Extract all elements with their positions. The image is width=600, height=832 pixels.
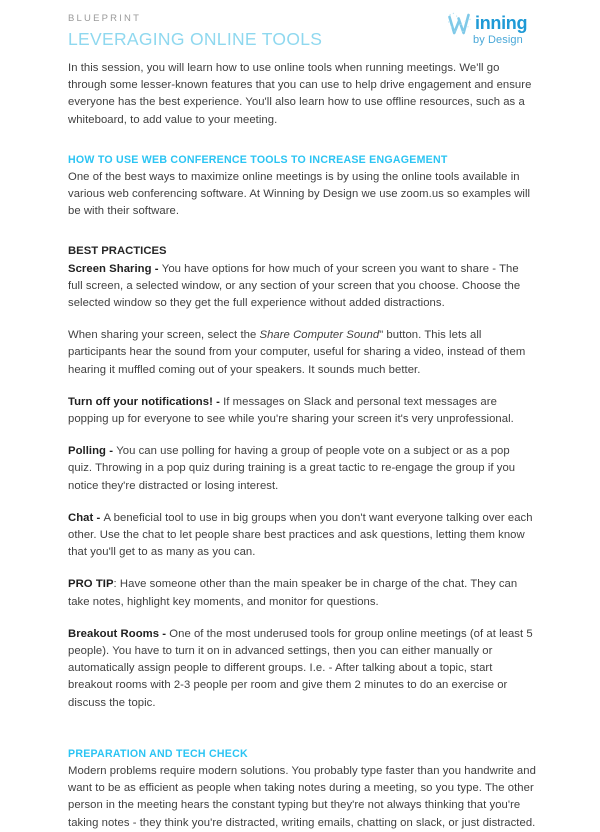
section-heading-web-conference: HOW TO USE WEB CONFERENCE TOOLS TO INCREASE ENGAGEMENT [68, 153, 448, 166]
document-header [0, 0, 600, 52]
intro-paragraph: In this session, you will learn how to use online tools when running meetings. We'll go through some lesser-known features that you can use to help drive engagement and ensure everyone has the best experience. You'll also learn how to use offline resources, such as a whiteboard, to add value to your meeting. [68, 62, 532, 126]
section-body-web-conference: One of the best ways to maximize online meetings is by using the online tools available in various web conferencing software. At Winning by Design we use zoom.us so examples will be with their software. [68, 170, 531, 218]
best-practice-breakout-rooms [68, 626, 536, 712]
spacer [68, 52, 536, 60]
pro-tip-text: : Have someone other than the main speaker be in charge of the chat. They can take notes, highlight key moments, and monitor for questions. [68, 578, 518, 608]
best-practice-lead: Screen Sharing - [68, 262, 162, 275]
best-practice-chat [68, 510, 536, 562]
section-body-preparation: Modern problems require modern solutions. You probably type faster than you handwrite and want to be as efficient as people when taking notes during a meeting, so you type. The other person in the meeting hears the constant typing but they're not always thinking that you're taking notes - they think you're distracted, writing emails, chatting on slack, or just distracted. [68, 764, 536, 829]
best-practice-lead: Polling - [68, 445, 117, 458]
best-practice-notifications [68, 394, 536, 428]
best-practice-text: If messages on Slack and personal text messages are popping up for everyone to see while you're sharing your screen it's very unprofessional. [68, 395, 514, 426]
best-practice-text: A beneficial tool to use in big groups when you don't want everyone talking over each other. Use the chat to let people share best practices and ask questions, letting them know that you'll get to as many as you can. [68, 511, 533, 559]
best-practice-polling [68, 443, 536, 495]
brand-logo [446, 11, 542, 51]
sentence-prefix: When sharing your screen, select the [68, 329, 260, 342]
best-practice-text: You can use polling for having a group of people vote on a subject or as a pop quiz. Throwing in a pop quiz during training is a great tactic to re-engage the group if you notice they're distracted or losing interest. [68, 445, 516, 492]
best-practice-lead: Turn off your notifications! - [68, 395, 224, 408]
sentence-suffix: " button. This lets all participants hear the sound from your computer, useful for sharing a video, instead of them hearing it muffled coming out of your speakers. It sounds much better. [68, 329, 526, 376]
logo-word-inning: inning [475, 13, 528, 33]
section-heading-preparation: PREPARATION AND TECH CHECK [68, 747, 248, 760]
document-body [0, 52, 600, 832]
document-kicker: BLUEPRINT [68, 13, 142, 24]
spacer [68, 712, 536, 746]
subsection-heading-best-practices: BEST PRACTICES [68, 245, 167, 258]
best-practice-lead: Chat - [68, 511, 104, 524]
best-practice-pro-tip [68, 576, 536, 610]
ui-button-name-italic: Share Computer Sound [259, 329, 380, 342]
pro-tip-lead: PRO TIP [68, 578, 114, 591]
best-practice-lead: Breakout Rooms - [68, 627, 170, 640]
best-practice-screen-sharing [68, 261, 536, 313]
spacer [68, 235, 536, 243]
best-practice-text: You have options for how much of your screen you want to share - The full screen, a selected window, or any section of your screen that you choose. Choose the selected window so they get the full experience without added distractions. [68, 262, 521, 310]
spacer [68, 144, 536, 152]
best-practice-share-computer-sound [68, 327, 536, 379]
page-title: LEVERAGING ONLINE TOOLS [68, 29, 323, 49]
winning-by-design-w-icon [446, 11, 474, 37]
best-practice-text: One of the most underused tools for group online meetings (of at least 5 people). You have to turn it on in advanced settings, then you can either manually or automatically assign people to different groups. I.e. - After talking about a topic, start breakout rooms with 2-3 people per room and give them 2 minutes to do an exercise or discuss the topic. [68, 627, 533, 709]
logo-tagline: by Design [473, 34, 523, 46]
